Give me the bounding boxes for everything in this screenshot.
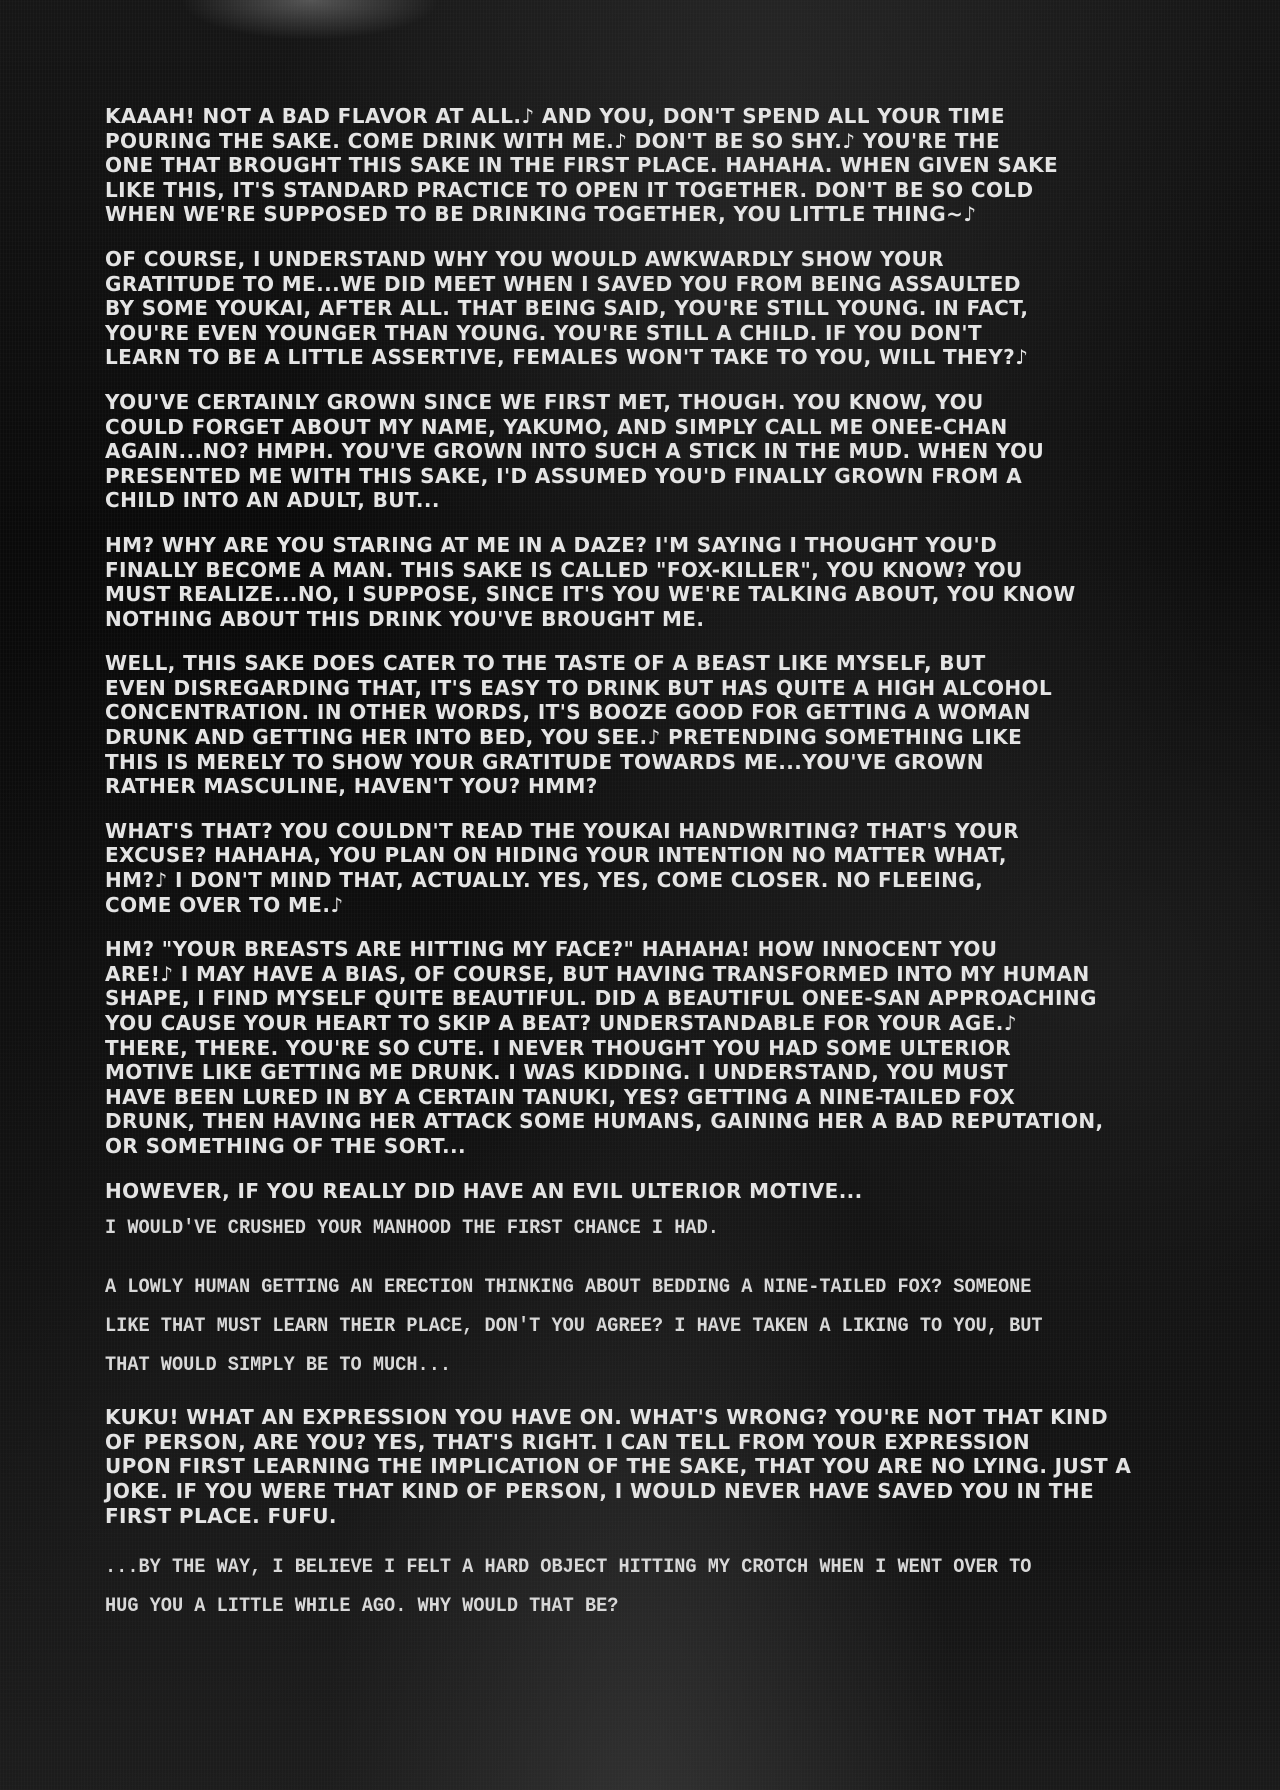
paragraph-3: YOU'VE CERTAINLY GROWN SINCE WE FIRST MET, THOUGH. YOU KNOW, YOU COULD FORGET ABOUT MY NAME, YAKUMO, AND SIMPLY CALL ME ONEE-CHAN AGAIN...NO? HMPH. YOU'VE GROWN INTO SUCH A STICK IN THE MUD. WHEN YOU PRESENTED ME WITH THIS SAKE, I'D ASSUMED YOU'D FINALLY GROWN FROM A CHILD INTO AN ADULT, BUT... (105, 389, 1045, 513)
paragraph-4: HM? WHY ARE YOU STARING AT ME IN A DAZE? I'M SAYING I THOUGHT YOU'D FINALLY BECOME A MAN. THIS SAKE IS CALLED "FOX-KILLER", YOU KNOW? YOU MUST REALIZE...NO, I SUPPOSE, SINCE IT'S YOU WE'RE TALKING ABOUT, YOU KNOW NOTHING ABOUT THIS DRINK YOU'VE BROUGHT ME. (105, 532, 1076, 631)
closing-emphasis: ...BY THE WAY, I BELIEVE I FELT A HARD OBJECT HITTING MY CROTCH WHEN I WENT OVER TO HUG YOU A LITTLE WHILE AGO. WHY WOULD THAT BE? (105, 1556, 1032, 1619)
paragraph-5: WELL, THIS SAKE DOES CATER TO THE TASTE OF A BEAST LIKE MYSELF, BUT EVEN DISREGARDING THAT, IT'S EASY TO DRINK BUT HAS QUITE A HIGH ALCOHOL CONCENTRATION. IN OTHER WORDS, IT'S BOOZE GOOD FOR GETTING A WOMAN DRUNK AND GETTING HER INTO BED, YOU SEE.♪ PRETENDING SOMETHING LIKE THIS IS MERELY TO SHOW YOUR GRATITUDE TOWARDS ME...YOU'VE GROWN RATHER MASCULINE, HAVEN'T YOU? HMM? (105, 651, 1053, 799)
emphasis-line-1: I WOULD'VE CRUSHED YOUR MANHOOD THE FIRST CHANCE I HAD. (105, 1217, 719, 1241)
paragraph-8: HOWEVER, IF YOU REALLY DID HAVE AN EVIL ULTERIOR MOTIVE... (105, 1178, 863, 1203)
paragraph-1: KAAAH! NOT A BAD FLAVOR AT ALL.♪ AND YOU, DON'T SPEND ALL YOUR TIME POURING THE SAKE. COME DRINK WITH ME.♪ DON'T BE SO SHY.♪ YOU'RE THE ONE THAT BROUGHT THIS SAKE IN THE FIRST PLACE. HAHAHA. WHEN GIVEN SAKE LIKE THIS, IT'S STANDARD PRACTICE TO OPEN IT TOGETHER. DON'T BE SO COLD WHEN WE'RE SUPPOSED TO BE DRINKING TOGETHER, YOU LITTLE THING~♪ (105, 104, 1059, 227)
story-text (105, 104, 1185, 1646)
light-speck-decoration (180, 0, 440, 40)
emphasis-paragraph-2: A LOWLY HUMAN GETTING AN ERECTION THINKING ABOUT BEDDING A NINE-TAILED FOX? SOMEONE LIKE THAT MUST LEARN THEIR PLACE, DON'T YOU AGREE? I HAVE TAKEN A LIKING TO YOU, BUT THAT WOULD SIMPLY BE TO MUCH... (105, 1276, 1043, 1378)
paragraph-7: HM? "YOUR BREASTS ARE HITTING MY FACE?" HAHAHA! HOW INNOCENT YOU ARE!♪ I MAY HAVE A BIAS, OF COURSE, BUT HAVING TRANSFORMED INTO MY HUMAN SHAPE, I FIND MYSELF QUITE BEAUTIFUL. DID A BEAUTIFUL ONEE-SAN APPROACHING YOU CAUSE YOUR HEART TO SKIP A BEAT? UNDERSTANDABLE FOR YOUR AGE.♪ THERE, THERE. YOU'RE SO CUTE. I NEVER THOUGHT YOU HAD SOME ULTERIOR MOTIVE LIKE GETTING ME DRUNK. I WAS KIDDING. I UNDERSTAND, YOU MUST HAVE BEEN LURED IN BY A CERTAIN TANUKI, YES? GETTING A NINE-TAILED FOX DRUNK, THEN HAVING HER ATTACK SOME HUMANS, GAINING HER A BAD REPUTATION, OR SOMETHING OF THE SORT... (105, 937, 1104, 1158)
paragraph-6: WHAT'S THAT? YOU COULDN'T READ THE YOUKAI HANDWRITING? THAT'S YOUR EXCUSE? HAHAHA, YOU PLAN ON HIDING YOUR INTENTION NO MATTER WHAT, HM?♪ I DON'T MIND THAT, ACTUALLY. YES, YES, COME CLOSER. NO FLEEING, COME OVER TO ME.♪ (105, 818, 1020, 917)
paragraph-2: OF COURSE, I UNDERSTAND WHY YOU WOULD AWKWARDLY SHOW YOUR GRATITUDE TO ME...WE DID MEET WHEN I SAVED YOU FROM BEING ASSAULTED BY SOME YOUKAI, AFTER ALL. THAT BEING SAID, YOU'RE STILL YOUNG. IN FACT, YOU'RE EVEN YOUNGER THAN YOUNG. YOU'RE STILL A CHILD. IF YOU DON'T LEARN TO BE A LITTLE ASSERTIVE, FEMALES WON'T TAKE TO YOU, WILL THEY?♪ (105, 246, 1029, 370)
closing-paragraph: KUKU! WHAT AN EXPRESSION YOU HAVE ON. WHAT'S WRONG? YOU'RE NOT THAT KIND OF PERSON, ARE YOU? YES, THAT'S RIGHT. I CAN TELL FROM YOUR EXPRESSION UPON FIRST LEARNING THE IMPLICATION OF THE SAKE, THAT YOU ARE NO LYING. JUST A JOKE. IF YOU WERE THAT KIND OF PERSON, I WOULD NEVER HAVE SAVED YOU IN THE FIRST PLACE. FUFU. (105, 1405, 1132, 1528)
